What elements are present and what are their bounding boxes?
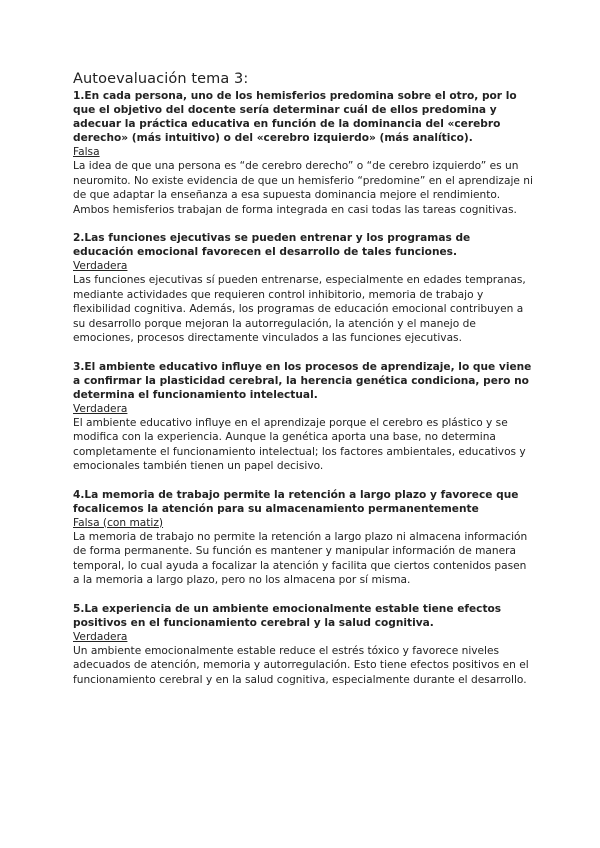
explanation-text: Las funciones ejecutivas sí pueden entrenarse, especialmente en edades tempranas, mediante actividades que requieren control inhibitorio, memoria de trabajo y flexibilidad cognitiva. Además, los programas de educación emocional contribuyen a su desarrollo porque mejoran la autorregulación, la atención y el manejo de emociones, procesos directamente vinculados a las funciones ejecutivas.: [73, 274, 526, 344]
question-text: 1.En cada persona, uno de los hemisferios predomina sobre el otro, por lo que el objetivo del docente sería determinar cuál de ellos predomina y adecuar la práctica educativa en función de la dominancia del «cerebro derecho» (más intuitivo) o del «cerebro izquierdo» (más analítico).: [73, 90, 517, 144]
answer-label: Falsa: [73, 146, 100, 158]
question-block-5: [73, 602, 533, 688]
explanation-text: La idea de que una persona es “de cerebro derecho” o “de cerebro izquierdo” es un neuromito. No existe evidencia de que un hemisferio “predomine” en el aprendizaje ni de que adaptar la enseñanza a esa supuesta dominancia mejore el rendimiento. Ambos hemisferios trabajan de forma integrada en casi todas las tareas cognitivas.: [73, 160, 533, 216]
question-text: 5.La experiencia de un ambiente emocionalmente estable tiene efectos positivos en el funcionamiento cerebral y la salud cognitiva.: [73, 602, 502, 629]
answer-label: Verdadera: [73, 630, 128, 643]
answer-label: Verdadera: [73, 260, 128, 272]
answer-label: Falsa (con matiz): [73, 516, 164, 529]
explanation-text: La memoria de trabajo no permite la retención a largo plazo ni almacena información de forma permanente. Su función es mantener y manipular información de manera temporal, lo cual ayuda a focalizar la atención y facilita que ciertos contenidos pasen a la memoria a largo plazo, pero no los almacena por sí misma.: [73, 530, 528, 586]
explanation-text: El ambiente educativo influye en el aprendizaje porque el cerebro es plástico y se modifica con la experiencia. Aunque la genética aporta una base, no determina completamente el funcionamiento intelectual; los factores ambientales, educativos y emocionales también tienen un papel decisivo.: [73, 416, 526, 472]
question-block-3: [73, 360, 533, 474]
document-content: [73, 71, 533, 701]
answer-label: Verdadera: [73, 402, 128, 415]
explanation-text: Un ambiente emocionalmente estable reduce el estrés tóxico y favorece niveles adecuados de atención, memoria y autorregulación. Esto tiene efectos positivos en el funcionamiento cerebral y en la salud cognitiva, especialmente durante el desarrollo.: [73, 644, 529, 686]
question-text: 3.El ambiente educativo influye en los procesos de aprendizaje, lo que viene a confirmar la plasticidad cerebral, la herencia genética condiciona, pero no determina el funcionamiento intelectual.: [73, 360, 532, 401]
question-text: 4.La memoria de trabajo permite la retención a largo plazo y favorece que focalicemos la atención para su almacenamiento permanentemente: [73, 488, 519, 515]
question-block-2: [73, 231, 533, 346]
question-text: 2.Las funciones ejecutivas se pueden entrenar y los programas de educación emocional favorecen el desarrollo de tales funciones.: [73, 232, 471, 258]
page-title: Autoevaluación tema 3:: [73, 71, 249, 87]
question-block-1: [73, 89, 533, 217]
question-block-4: [73, 488, 533, 588]
